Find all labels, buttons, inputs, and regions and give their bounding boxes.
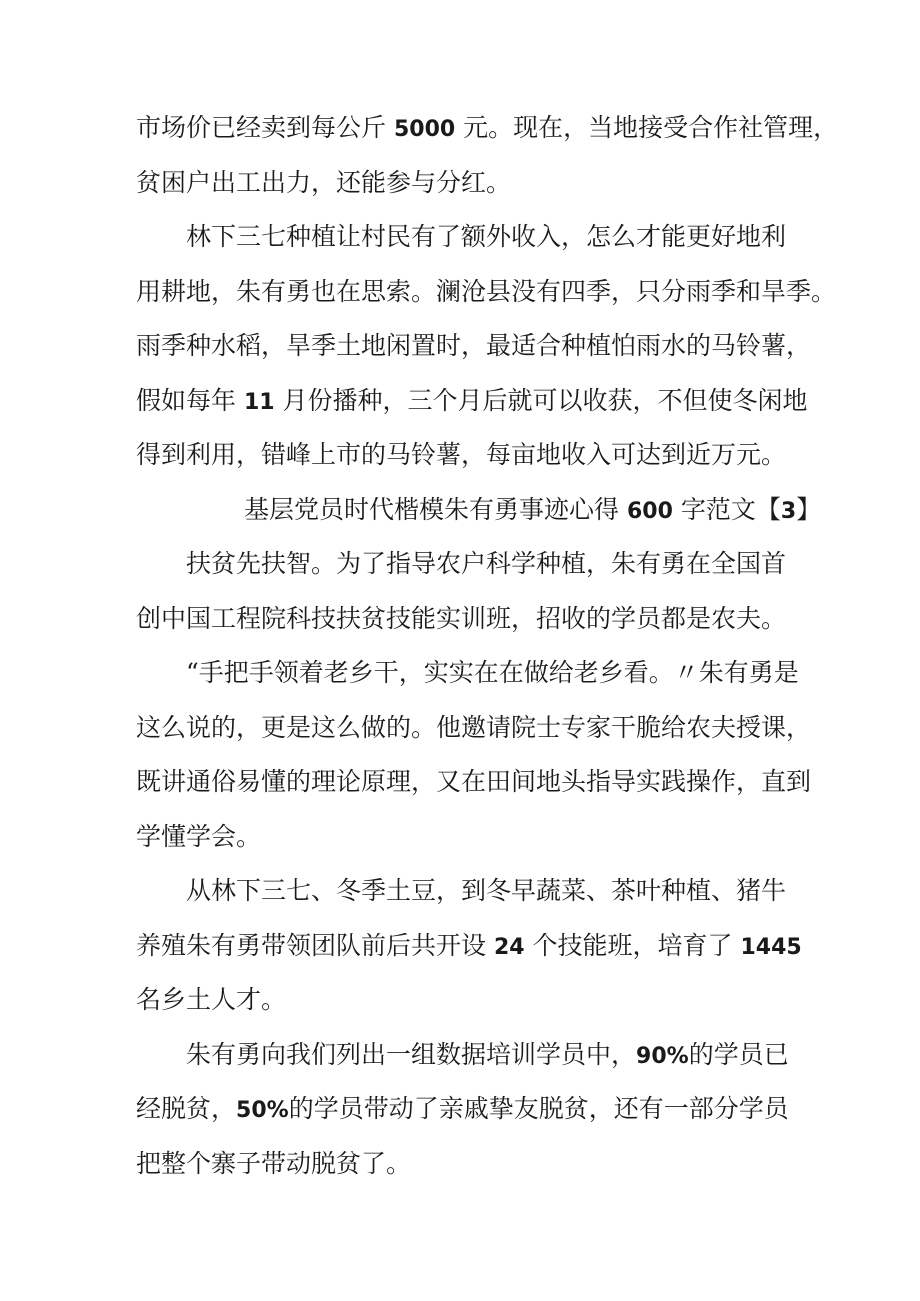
text-line: 这么说的，更是这么做的。他邀请院士专家干脆给农夫授课， — [136, 713, 812, 742]
text-line: 雨季种水稻，旱季土地闲置时，最适合种植怕雨水的马铃薯， — [136, 331, 812, 360]
section-heading: 基层党员时代楷模朱有勇事迹心得 600 字范文【3】 — [244, 495, 822, 524]
paragraph-first-line: “手把手领着老乡干，实实在在做给老乡看。〃朱有勇是 — [186, 658, 799, 687]
text-line: 得到利用，错峰上市的马铃薯，每亩地收入可达到近万元。 — [136, 440, 787, 469]
text-line: 把整个寨子带动脱贫了。 — [136, 1149, 412, 1178]
text-line: 经脱贫，50%的学员带动了亲戚挚友脱贫，还有一部分学员 — [136, 1094, 789, 1123]
paragraph-first-line: 从林下三七、冬季土豆，到冬早蔬菜、茶叶种植、猪牛 — [186, 876, 787, 905]
paragraph-first-line: 扶贫先扶智。为了指导农户科学种植，朱有勇在全国首 — [186, 549, 787, 578]
paragraph-first-line: 朱有勇向我们列出一组数据培训学员中，90%的学员已 — [186, 1040, 789, 1069]
text-line: 学懂学会。 — [136, 822, 262, 851]
text-line: 创中国工程院科技扶贫技能实训班，招收的学员都是农夫。 — [136, 604, 787, 633]
text-line: 既讲通俗易懂的理论原理，又在田间地头指导实践操作，直到 — [136, 767, 812, 796]
text-line: 贫困户出工出力，还能参与分红。 — [136, 168, 512, 197]
text-line: 假如每年 11 月份播种，三个月后就可以收获，不但使冬闲地 — [136, 386, 808, 415]
paragraph-first-line: 林下三七种植让村民有了额外收入，怎么才能更好地利 — [186, 222, 787, 251]
text-line: 市场价已经卖到每公斤 5000 元。现在，当地接受合作社管理， — [136, 113, 839, 142]
text-line: 用耕地，朱有勇也在思索。澜沧县没有四季，只分雨季和旱季。 — [136, 277, 837, 306]
text-line: 养殖朱有勇带领团队前后共开设 24 个技能班，培育了 1445 — [136, 931, 802, 960]
text-line: 名乡土人才。 — [136, 985, 287, 1014]
